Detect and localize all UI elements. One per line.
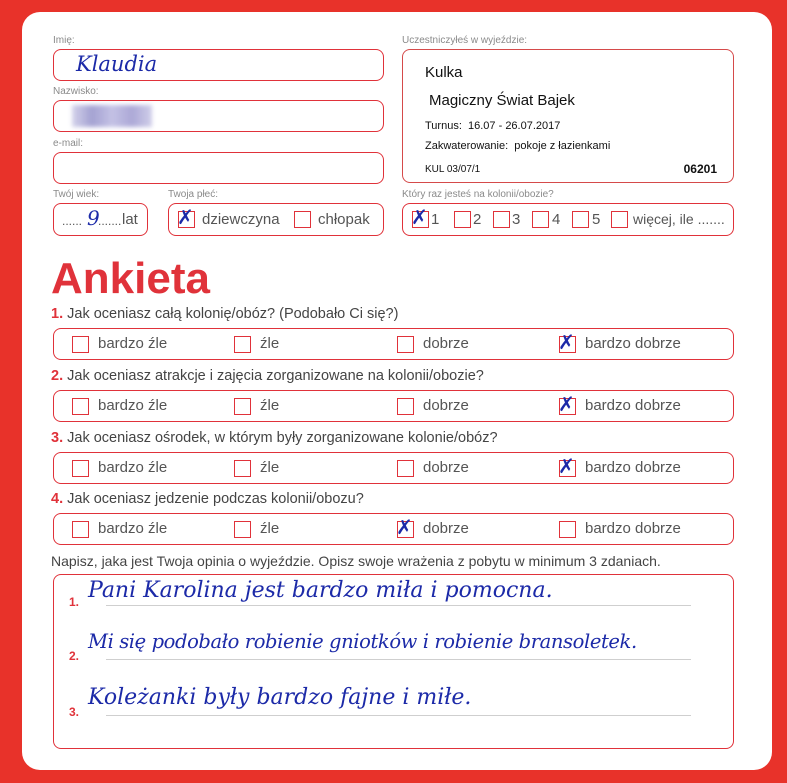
question-2: [51, 368, 484, 384]
ktory-raz-checkbox-wiecej[interactable]: [611, 211, 628, 228]
zakwaterowanie-line: [425, 140, 610, 152]
option-zle: źle: [260, 520, 280, 537]
ktory-raz-option-5: 5: [592, 211, 601, 228]
option-zle: źle: [260, 397, 280, 414]
q4-checkbox-bardzo-dobrze[interactable]: [559, 521, 576, 538]
opinion-line-number: 3.: [69, 705, 80, 719]
zakwaterowanie-value: pokoje z łazienkami: [514, 140, 611, 152]
wiek-dots-before: ......: [62, 214, 83, 228]
imie-field[interactable]: [53, 49, 384, 81]
question-text: Jak oceniasz całą kolonię/obóz? (Podobało Ci się?): [67, 306, 399, 322]
q2-checkbox-bardzo-dobrze[interactable]: [558, 392, 576, 416]
question-number: 1.: [51, 306, 64, 322]
q4-checkbox-dobrze[interactable]: [396, 515, 414, 539]
plec-option-chlopak: chłopak: [318, 211, 370, 228]
option-dobrze: dobrze: [423, 397, 469, 414]
q1-checkbox-bardzo-zle[interactable]: [72, 336, 89, 353]
option-bardzo-zle: bardzo źle: [98, 520, 168, 537]
q4-checkbox-bardzo-zle[interactable]: [72, 521, 89, 538]
trip-info-box: [402, 49, 734, 183]
ktory-raz-checkbox-3[interactable]: [493, 211, 510, 228]
question-1: [51, 306, 398, 322]
opinion-line-number: 1.: [69, 595, 80, 609]
opinion-line-2: Mi się podobało robienie gniotków i robienie bransoletek.: [88, 630, 637, 653]
question-text: Jak oceniasz ośrodek, w którym były zorganizowane kolonie/obóz?: [67, 430, 498, 446]
nazwisko-field[interactable]: [53, 100, 384, 132]
ktory-raz-option-2: 2: [473, 211, 482, 228]
wiek-unit: lat: [122, 211, 138, 228]
ktory-raz-label: Który raz jesteś na kolonii/obozie?: [402, 189, 554, 200]
ktory-raz-option-1: 1: [431, 211, 440, 228]
ktory-raz-checkbox-1[interactable]: [411, 205, 429, 229]
zakwaterowanie-label: Zakwaterowanie:: [425, 140, 509, 152]
trip-number: 06201: [683, 162, 717, 176]
opinion-line-3: Koleżanki były bardzo fajne i miłe.: [88, 685, 472, 710]
q4-checkbox-zle[interactable]: [234, 521, 251, 538]
question-text: Jak oceniasz atrakcje i zajęcia zorganizowane na kolonii/obozie?: [67, 368, 484, 384]
writing-line: [106, 605, 691, 606]
q2-checkbox-dobrze[interactable]: [397, 398, 414, 415]
imie-value: Klaudia: [76, 52, 158, 76]
option-bardzo-dobrze: bardzo dobrze: [585, 459, 681, 476]
plec-label: Twoja płeć:: [168, 189, 219, 200]
option-dobrze: dobrze: [423, 520, 469, 537]
check-mark-icon: ✗: [396, 515, 413, 539]
option-bardzo-dobrze: bardzo dobrze: [585, 335, 681, 352]
survey-sheet: [22, 12, 772, 770]
trip-name: Kulka: [425, 64, 463, 81]
q3-checkbox-bardzo-zle[interactable]: [72, 460, 89, 477]
trip-code: KUL 03/07/1: [425, 164, 481, 175]
wiek-field[interactable]: [53, 203, 148, 236]
option-zle: źle: [260, 459, 280, 476]
question-number: 2.: [51, 368, 64, 384]
q1-checkbox-zle[interactable]: [234, 336, 251, 353]
ktory-raz-checkbox-4[interactable]: [532, 211, 549, 228]
question-4: [51, 491, 364, 507]
trip-program: Magiczny Świat Bajek: [429, 92, 575, 109]
ktory-raz-checkbox-5[interactable]: [572, 211, 589, 228]
ktory-raz-option-3: 3: [512, 211, 521, 228]
uczestnictwo-label: Uczestniczyłeś w wyjeździe:: [402, 35, 528, 46]
imie-label: Imię:: [53, 35, 75, 46]
answer-row-1: [53, 328, 734, 360]
ktory-raz-option-4: 4: [552, 211, 561, 228]
q3-checkbox-dobrze[interactable]: [397, 460, 414, 477]
opinion-line-number: 2.: [69, 649, 80, 663]
ktory-raz-option-wiecej: więcej, ile .......: [633, 211, 725, 227]
q3-checkbox-bardzo-dobrze[interactable]: [558, 454, 576, 478]
writing-line: [106, 659, 691, 660]
plec-checkbox-dziewczyna[interactable]: [177, 205, 195, 229]
wiek-value: 9: [87, 206, 100, 230]
ktory-raz-field: [402, 203, 734, 236]
plec-checkbox-chlopak[interactable]: [294, 211, 311, 228]
q1-checkbox-dobrze[interactable]: [397, 336, 414, 353]
option-bardzo-zle: bardzo źle: [98, 335, 168, 352]
q1-checkbox-bardzo-dobrze[interactable]: [558, 330, 576, 354]
wiek-dots-after: .......: [98, 214, 122, 228]
opinion-box[interactable]: [53, 574, 734, 749]
answer-row-2: [53, 390, 734, 422]
email-field[interactable]: [53, 152, 384, 184]
plec-field: [168, 203, 384, 236]
option-bardzo-dobrze: bardzo dobrze: [585, 520, 681, 537]
option-zle: źle: [260, 335, 280, 352]
opinion-line-1: Pani Karolina jest bardzo miła i pomocna.: [88, 578, 553, 603]
wiek-label: Twój wiek:: [53, 189, 100, 200]
check-mark-icon: ✗: [411, 205, 428, 229]
plec-option-dziewczyna: dziewczyna: [202, 211, 280, 228]
question-number: 3.: [51, 430, 64, 446]
answer-row-4: [53, 513, 734, 545]
check-mark-icon: ✗: [177, 205, 194, 229]
survey-title: Ankieta: [51, 254, 210, 303]
q3-checkbox-zle[interactable]: [234, 460, 251, 477]
writing-line: [106, 715, 691, 716]
q2-checkbox-bardzo-zle[interactable]: [72, 398, 89, 415]
check-mark-icon: ✗: [558, 330, 575, 354]
turnus-value: 16.07 - 26.07.2017: [468, 120, 561, 132]
nazwisko-label: Nazwisko:: [53, 86, 99, 97]
ktory-raz-checkbox-2[interactable]: [454, 211, 471, 228]
check-mark-icon: ✗: [558, 392, 575, 416]
opinion-prompt: Napisz, jaka jest Twoja opinia o wyjeździe. Opisz swoje wrażenia z pobytu w minimum 3 zdaniach.: [51, 553, 661, 569]
option-bardzo-zle: bardzo źle: [98, 397, 168, 414]
option-bardzo-zle: bardzo źle: [98, 459, 168, 476]
email-label: e-mail:: [53, 138, 84, 149]
question-number: 4.: [51, 491, 64, 507]
q2-checkbox-zle[interactable]: [234, 398, 251, 415]
question-text: Jak oceniasz jedzenie podczas kolonii/obozu?: [67, 491, 364, 507]
option-dobrze: dobrze: [423, 459, 469, 476]
option-bardzo-dobrze: bardzo dobrze: [585, 397, 681, 414]
answer-row-3: [53, 452, 734, 484]
question-3: [51, 430, 498, 446]
check-mark-icon: ✗: [558, 454, 575, 478]
turnus-label: Turnus:: [425, 120, 462, 132]
redacted-surname: [72, 105, 152, 127]
turnus-line: [425, 120, 560, 132]
option-dobrze: dobrze: [423, 335, 469, 352]
